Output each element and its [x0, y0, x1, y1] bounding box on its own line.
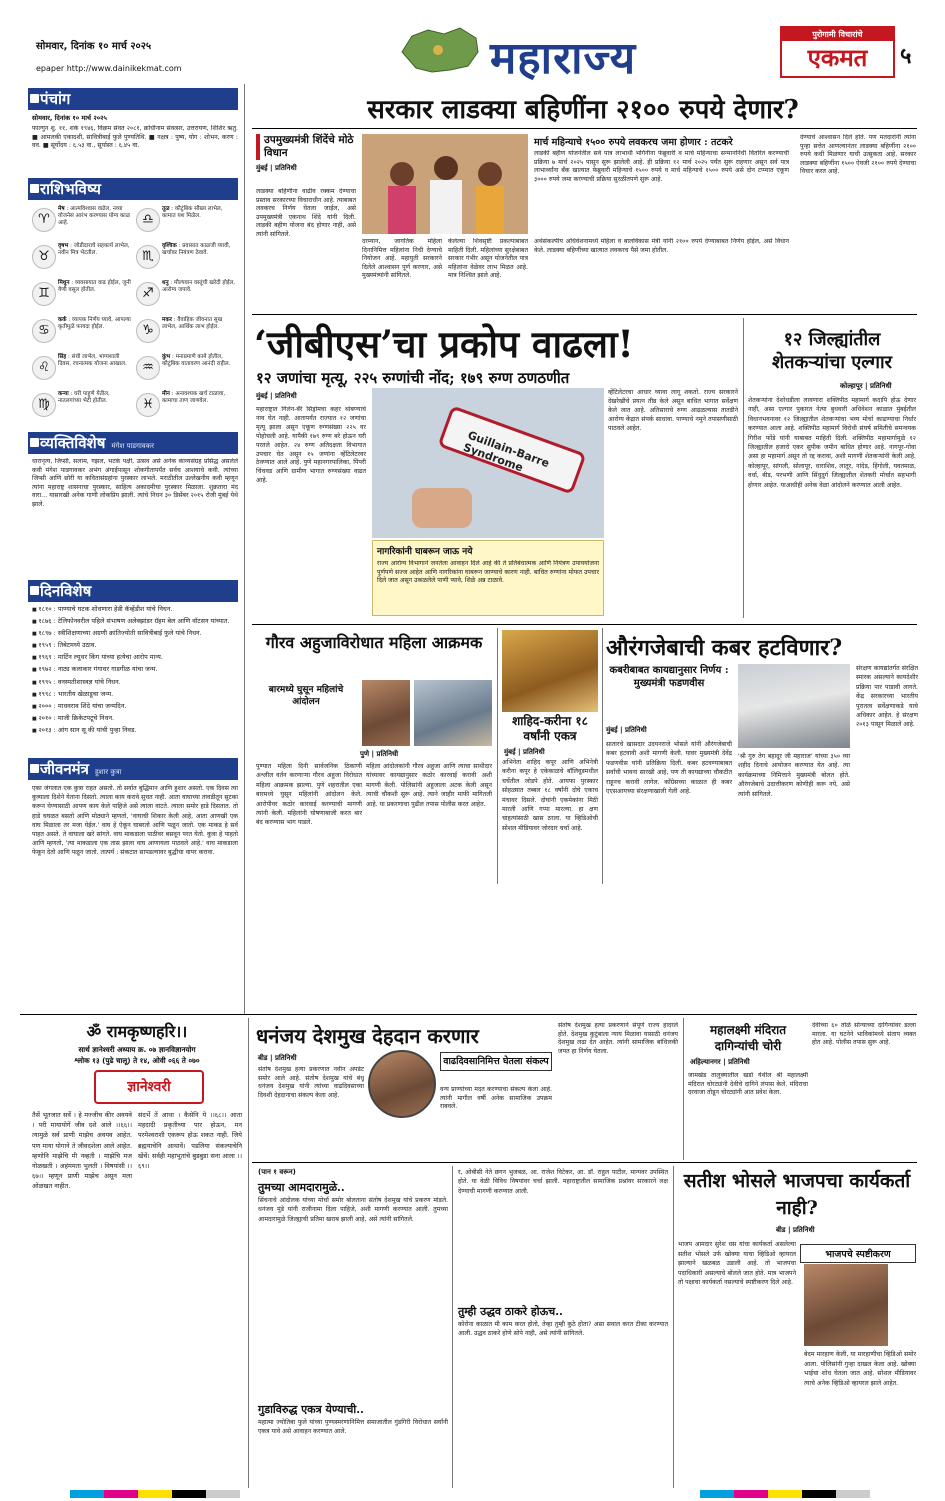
divider — [743, 318, 744, 618]
panchang-date: सोमवार, दिनांक १० मार्च २०२५ — [32, 114, 107, 122]
cancer-icon: ♋ — [32, 319, 56, 343]
gemini-icon: ♊ — [32, 282, 56, 306]
story1-byline: मुंबई | प्रतिनिधी — [256, 164, 297, 172]
color-bar — [700, 1490, 870, 1498]
divider — [20, 1014, 917, 1015]
date-line: सोमवार, दिनांक १० मार्च २०२५ — [36, 41, 152, 52]
divider — [252, 128, 917, 129]
section-title: महाराज्य — [490, 33, 637, 84]
list-item: ■ २०१३ : आंग सान सू की यांची पुन्हा निवड. — [32, 725, 238, 737]
story12-headline: सतीश भोसले भाजपचा कार्यकर्ता नाही? — [683, 1170, 911, 1219]
divider — [252, 314, 917, 315]
story11-text2: कोरोना काळात मी काम करत होतो, तेव्हा तुम्ही कुठे होता? असा सवाल करत टीका करण्यात आली. उद्धव ठाकरे होणे सोपे नाही, असे त्यांनी सांगितले. — [458, 1321, 668, 1338]
aquarius-icon: ♒ — [136, 356, 160, 380]
dinvishesh-header — [28, 580, 238, 602]
vyakti-text: धारानृत्य, जिप्सी, सलाम, गझल, भटके पक्षी, उत्सव असे अनेक काव्यसंग्रह प्रसिद्ध असलेले कवी मंगेश पाडगावकर अभंग अंगाईपासून शोकगीतापर्यंत सर्वच आशयाचे कवी. त्यांच्या जिप्सी आणि छोरी या कवितासंग्रहांना पुरस्कार लाभले. मराठीतील उल्लेखनीय कवी म्हणून त्यांना महाराष्ट्र शासनाचा पुरस्कार, साहित्य अकादमीचा पुरस्कार मिळाला. शुक्रतारा मंद वारा... यासारखी अनेक गाणी लोकप्रिय झाली. त्यांचे निधन ३० डिसेंबर २०१५ रोजी मुंबई येथे झाले. — [32, 458, 238, 508]
color-bar — [70, 1490, 240, 1498]
story1-column-1: लाडक्या बहिणींना वाढीव रक्कम देण्याचा प्रस्ताव सरकारच्या विचाराधीन आहे. त्याबाबत लवकरच निर्णय घेतला जाईल, असे उपमुख्यमंत्री एकनाथ शिंदे यांनी दिली. लाडकी बहीण योजना बंद होणार नाही, असे त्यांनी सांगितले. — [256, 188, 356, 238]
jeevan-title: जीवनमंत्र — [40, 760, 89, 778]
story11-text: र, ओबीसी नेते छगन भुजबळ, आ. राजेश विटेकर, आ. डॉ. राहुल पाटील, मान्यवर उपस्थित होते. या वेळी विविध विषयांवर चर्चा झाली. महाराष्ट्रातील सामाजिक प्रश्नांवर सरकारने लक्ष देण्याची मागणी करण्यात आली. — [458, 1169, 668, 1195]
shahid-kareena-photo — [502, 630, 598, 712]
leo-icon: ♌ — [32, 356, 56, 380]
list-item: ■ १९७२ : नाट्य कलाकार गंगाधर गाडगीळ यांचा जन्म. — [32, 664, 238, 676]
dnyaneshwari-brand: ज्ञानेश्वरी — [127, 1079, 171, 1095]
story1-column-3: केलेल्या शिवसृष्टी प्रकल्पाबाबत माहिती दिली. महिलांच्या सुरक्षेबाबत सरकार गंभीर असून योजनेतील पात्र महिलांना वेळेवर लाभ मिळत आहे. मात्र निश्चित झाले आहे. — [448, 238, 528, 280]
story9-column-2: देवीच्या ६० तोळे सोन्याच्या दागिन्यांवर डल्ला मारला. या घटनेने भाविकांमध्ये संताप व्यक्त होत आहे. पोलीस तपास सुरू आहे. — [812, 1022, 916, 1047]
divider — [452, 1166, 453, 1488]
rashi-item: ♌ सिंह : संधी लाभेल, भाग्यशाली दिवस, रचनात्मक योजना आखाल. — [30, 352, 134, 388]
story4-headline: गौरव अहुजाविरोधात महिला आक्रमक — [265, 633, 483, 652]
vyakti-header — [28, 432, 238, 454]
divider — [602, 628, 603, 884]
rashi-item: ♎ तूळ : कौटुंबिक सौख्य लाभेल, कामात यश मिळेल. — [134, 204, 238, 240]
story7-column-1: तैसें भूतजात सर्वे । हे मज्जीच कीर अवयवे । परी मायायोगें जीव दशे आले ।।६६।। त्यामुळे सर्व प्राणी माझेच अवयव आहेत. पण माया योगाने ते जीवदशेला आले आहेत. म्हणोनि माझेचि मी नव्हती । माझेचि मज नोळखती । अहंममता भुलती । विषयांसी ।।६७।। म्हणून प्राणी माझेच असून मला ओळखत नाहीत. — [32, 1111, 132, 1191]
dinvishesh-title: दिनविशेष — [40, 582, 92, 600]
gbs-caption-box — [372, 540, 604, 616]
rashi-grid — [30, 204, 238, 424]
list-item: ■ १९५९ : तिबेटमध्ये उठाव. — [32, 640, 238, 652]
panchang-title: पंचांग — [40, 90, 71, 108]
rashi-item: ♏ वृश्चिक : प्रवासात काळजी घ्यावी, खर्चावर नियंत्रण ठेवावे. — [134, 241, 238, 277]
rashi-item: ♉ वृषभ : जोडीदाराचे सहकार्य लाभेल, नवीन मित्र भेटतील. — [30, 241, 134, 277]
story7-column-2: संदर्भे तें आथा । कैसेनि ये ।।६८।। आता महदादी प्रकृतीच्या पार होऊन, मन परमेश्वराशी एकरूप होऊ शकत नाही. जिये ब्रह्मयाचेनि आथावें। पडलिया संकल्पाचेनि खेंचें। सर्वही महाभूतांचे बुडबुडा सना आला ।।६९।। — [138, 1111, 242, 1171]
rashi-item: ♍ कन्या : घरी पाहुणे येतील, नातलगांच्या भेटी होतील. — [30, 389, 134, 425]
taurus-icon: ♉ — [32, 245, 56, 269]
story10-jump: (पान १ वरून) — [258, 1168, 296, 1176]
pisces-icon: ♓ — [136, 393, 160, 417]
gbs-tube-label: Guillain-Barre Syndrome — [461, 428, 552, 475]
story9-byline: अहिल्यानगर | प्रतिनिधी — [690, 1058, 750, 1066]
story8-byline: बीड | प्रतिनिधी — [258, 1054, 297, 1062]
divider — [252, 624, 917, 625]
story5-byline: मुंबई | प्रतिनिधी — [504, 748, 545, 756]
story7-sub2: श्लोक १३ (पुढे चालू) ते १४, ओवी ०६६ ते ०७० — [74, 1056, 200, 1065]
story8-column-3: संतोष देशमुख हत्या प्रकरणाने संपूर्ण राज्य हादरले होते. देशमुख कुटुंबाला न्याय मिळावा यासाठी धनंजय देशमुख लढा देत आहेत. त्यांनी सामाजिक बांधिलकी जपत हा निर्णय घेतला. — [558, 1022, 678, 1055]
sidebar-divider — [244, 84, 245, 1014]
maharashtra-map-icon — [398, 22, 483, 77]
jeevan-author: हुशार कुत्रा — [94, 768, 122, 776]
capricorn-icon: ♑ — [136, 319, 160, 343]
story12-byline: बीड | प्रतिनिधी — [776, 1226, 815, 1234]
story10-headline2: गुडाविरुद्ध एकत्र येण्याची.. — [258, 1403, 364, 1416]
list-item: ■ १९९५ : वनस्पतीशास्त्रज्ञ यांचे निधन. — [32, 677, 238, 689]
story10-headline: तुमच्या आमदारामुळे.. — [258, 1181, 345, 1194]
story1-column-2: दरम्यान, जागतिक महिला दिनानिमित्त महिलांना निधी देण्याचे नियोजन आहे. महायुती सरकारने दिलेले आश्वासन पूर्ण करणार, असे मुख्यमंत्र्यांनी सांगितले. — [362, 238, 442, 280]
panchang-header — [28, 88, 238, 110]
story7-headline: ॐ रामकृष्णहरि।। — [86, 1022, 188, 1041]
story5-headline: शाहिद-करीना १८ वर्षांनी एकत्र — [512, 714, 588, 743]
jeevan-text: एका जंगलात एक कुत्रा राहत असतो. तो सर्वात बुद्धिमान आणि हुशार असतो. एक दिवस त्या कुत्र्याला दिशेने येताना दिसतो. त्याला काय करावे सुचत नाही. आता वाघाच्या तावडीतून सुटका करून घेण्यासाठी आपण काय केले पाहिजे असे त्याला वाटते. त्याला समोर हाडे दिसतात. तो हाडे चघळत बसतो आणि मोठ्याने म्हणतो, 'वाघाची शिकार केली आहे, आता आणखी एक वाघ मिळाला तर मजा येईल.' वाघ हे ऐकून घाबरतो आणि पळून जातो. एक माकड हे सर्व पाहत असते. ते वाघाला खरे सांगते. वाघ माकडाला पाठीवर बसवून परत येतो. कुत्रा हे पाहतो आणि म्हणतो, 'त्या माकडाला एक तास झाला वाघ आणायला पाठवले आहे.' वाघ माकडाला फेकून देतो आणि पळून जातो. तात्पर्य : संकटात सापडल्यावर बुद्धीचा वापर करावा. — [32, 785, 238, 857]
divider — [683, 1018, 684, 1160]
masthead — [0, 0, 945, 84]
story8-headline: धनंजय देशमुख देहदान करणार — [256, 1024, 479, 1048]
list-item: ■ १९६९ : मार्टिन ल्यूथर किंग यांच्या हत्येचा आरोप मान्य. — [32, 652, 238, 664]
protest-photo — [414, 680, 492, 746]
story7-sub: सार्थ ज्ञानेश्वरी अध्याय क्र. ०७ ज्ञानविज्ञानयोग — [78, 1045, 196, 1054]
satish-bhosale-photo — [804, 1264, 888, 1346]
story10-text: सिंचनाचे आंदोलक यांच्या मोर्चा समोर बोलताना संतोष देशमुख यांचे प्रकरण मांडले. धनंजय मुंडे यांनी राजीनामा दिला पाहिजे, अशी मागणी करण्यात आली. तुमच्या आमदारामुळे जिल्ह्याची प्रतिमा खराब झाली आहे, असे त्यांनी सांगितले. — [258, 1197, 448, 1223]
story6-byline: मुंबई | प्रतिनिधी — [606, 726, 647, 734]
story5-text: अभिनेता शाहिद कपूर आणि अभिनेत्री करीना कपूर हे एकेकाळचे बॉलिवूडमधील चर्चेतील जोडपे होते. आयफा पुरस्कार सोहळ्यात तब्बल १८ वर्षांनी दोघे एकाच मंचावर दिसले. दोघांनी एकमेकांना मिठी मारली आणि गप्पा मारल्या. हा क्षण चाहत्यांसाठी खास ठरला. या व्हिडिओची सोशल मीडियावर जोरदार चर्चा आहे. — [502, 759, 598, 832]
rashi-item: ♑ मकर : वैवाहिक जीवनात सुख लाभेल, आर्थिक लाभ होईल. — [134, 315, 238, 351]
story2-column-1: महाराष्ट्रात गिलेन-बॅरे सिंड्रोमचा कहर थांबण्याचे नाव घेत नाही. आतापर्यंत राज्यात १२ जणांचा मृत्यू झाला असून एकूण रुग्णसंख्या २२५ वर पोहोचली आहे. यापैकी १७९ रुग्ण बरे होऊन घरी परतले आहेत. २४ रुग्ण अतिदक्षता विभागात उपचार घेत असून १५ जणांना व्हेंटिलेटरवर ठेवण्यात आले आहे. पुणे महानगरपालिका, पिंपरी चिंचवड आणि ग्रामीण भागात रुग्णसंख्या वाढत आहे. — [256, 406, 366, 485]
epaper-link[interactable]: epaper http://www.dainikekmat.com — [36, 64, 182, 73]
story3-byline: कोल्हापूर | प्रतिनिधी — [840, 382, 892, 390]
story1-subtext: लाडकी बहीण योजनेतील सर्व पात्र लाभार्थी भगिनींना फेब्रुवारी व मार्च महिन्याचा सन्माननिधी वितरित करण्याची प्रक्रिया ७ मार्च २०२५ पासून सुरू झालेली आहे. ही प्रक्रिया १२ मार्च २०२५ पर्यंत सुरू राहणार असून सर्व पात्र लाभार्थ्यांना बँक खात्यात फेब्रुवारी महिन्याचे १५०० रुपये व मार्च महिन्याचे १५०० रुपये असे दोन टप्प्यात एकूण ३००० रुपये जमा करण्याची प्रक्रिया सुरळीतपणे सुरू आहे. — [534, 150, 789, 183]
rashi-item: ♒ कुंभ : मनाप्रमाणे कामे होतील, कौटुंबिक वातावरण आनंदी राहील. — [134, 352, 238, 388]
story1-headline: सरकार लाडक्या बहिणींना २१०० रुपये देणार? — [367, 95, 799, 125]
story4-column-1: पुण्यात महिला दिनी सार्वजनिक ठिकाणी अश्लील वर्तन करणाऱ्या गौरव अहुजा विरोधात महिला आक्रमक झाल्या. पुणे शहरातील एका बारमध्ये घुसून महिलांनी आंदोलन केले. आरोपीवर कठोर कारवाई करण्याची मागणी त्यांनी केली. महिलांनी घोषणाबाजी करत बार बंद करण्यास भाग पाडले. — [256, 763, 362, 827]
story6-headline: औरंगजेबाची कबर हटविणार? — [606, 635, 843, 661]
story8-column-1: संतोष देशमुख हत्या प्रकरणात नवीन अपडेट समोर आले आहे. संतोष देशमुख यांचे बंधू धनंजय देशमुख यांनी त्यांच्या वाढदिवसाच्या दिवशी देहदानाचा संकल्प केला आहे. — [258, 1066, 364, 1099]
list-item: ■ १८९७ : स्त्रीशिक्षणाच्या अग्रणी क्रांतिज्योती सावित्रीबाई फुले यांचे निधन. — [32, 628, 238, 640]
gaurav-ahuja-photo — [362, 680, 410, 746]
story6-column-2: 'श्री गुरु तेग बहादूर जी महाराज' यांच्या ३५० व्या शहीद दिनाचे आयोजन करण्यात येत आहे. त्या कार्यक्रमाच्या निमित्ताने मुख्यमंत्री बोलत होते. औरंगजेबाचे उदात्तीकरण कोणीही करू नये, असे त्यांनी सांगितले. — [738, 753, 850, 798]
aries-icon: ♈ — [32, 208, 56, 232]
gbs-caption-head: नागरिकांनी घाबरून जाऊ नये — [377, 547, 473, 557]
story2-subhead: १२ जणांचा मृत्यू, २२५ रुग्णांची नोंद; १७९ रुग्ण ठणठणीत — [256, 369, 570, 387]
rashi-item: ♋ कर्क : व्यापक निर्णय घ्यावे, आपल्या कृतीमुळे फायदा होईल. — [30, 315, 134, 351]
story11-headline: तुम्ही उद्धव ठाकरे होऊच.. — [458, 1305, 563, 1318]
story10-text2: महात्मा ज्योतिबा फुले यांच्या पुण्यस्मरणानिमित्त समाजातील गुंडगिरी विरोधात सर्वांनी एकत्र यावे असे आवाहन करण्यात आले. — [258, 1419, 448, 1436]
story1-column-5: देण्याचे आश्वासन दिले होते. पण मतदारांनी त्यांना पुन्हा सत्तेत आणल्यानंतर लाडक्या बहिणींना २१०० रुपये कधी मिळणार याची उत्सुकता आहे. सरकार लाडक्या बहिणींना १५०० ऐवजी २१०० रुपये देण्याचा विचार करत आहे. — [800, 134, 916, 176]
dhananjay-deshmukh-photo — [368, 1050, 436, 1118]
list-item: ■ २००० : माधवराव शिंदे यांचा जन्मदिन. — [32, 701, 238, 713]
rashi-item: ♓ मीन : अनावश्यक खर्च टाळावा, कामाचा ताण जाणवेल. — [134, 389, 238, 425]
rashi-header — [28, 178, 238, 200]
story4-kicker: बारमध्ये घुसून महिलांचे आंदोलन — [268, 685, 344, 707]
story4-byline: पुणे | प्रतिनिधी — [360, 750, 399, 758]
rashi-item: ♈ मेष : आत्मविश्वास वाढेल, नव्या योजनेस आरंभ करण्यास योग्य काळ आहे. — [30, 204, 134, 240]
vyakti-title: व्यक्तिविशेष — [40, 434, 106, 452]
sagittarius-icon: ♐ — [136, 282, 160, 306]
story2-column-2: व्हेंटिलेटरचा आधार घ्यावा लागू शकतो. राज्य सरकारने देखरेखीचे प्रयत्न तीव्र केले असून बाधित भागात सर्वेक्षण केले जात आहे. अतिसाराचे रुग्ण आढळल्यास तातडीने आरोग्य केंद्रात संपर्क साधावा. पाण्याचे नमुने तपासणीसाठी पाठवले आहेत. — [608, 389, 738, 432]
list-item: ■ १८७६ : टेलिफोनवरील पहिले संभाषण अलेक्झांडर ग्रॅहम बेल आणि वॉटसन यांच्यात. — [32, 616, 238, 628]
story1-column-4: अर्थसंकल्पीय अधिवेशनामध्ये महिला व बालविकास मंत्री यांनी २१०० रुपये देण्याबाबत निर्णय होईल, असे विधान केले. लाडक्या बहिणींच्या खात्यात लवकरच पैसे जमा होतील. — [534, 238, 789, 254]
brand-logo — [780, 26, 895, 78]
divider — [497, 628, 498, 884]
tomb-photo — [738, 664, 850, 748]
story3-text: शेतकऱ्यांना देशोधडीला लावणारा शक्तिपीठ महामार्ग कदापि होऊ देणार नाही, असा एल्गार पुकारत नेत्या बुधवारी अधिवेशन काळात मुंबईतील विधानभवनावर १२ जिल्ह्यातील शेतकऱ्यांचा भव्य मोर्चा काढण्याचा निर्धार करण्यात आला आहे. शक्तिपीठ महामार्ग विरोधी संघर्ष समितीचे समन्वयक गिरीश फोंडे यांनी याबाबत माहिती दिली. शक्तिपीठ महामार्गामुळे १२ जिल्ह्यातील हजारो एकर सुपीक जमीन बाधित होणार आहे. नागपूर-गोवा असा हा महामार्ग असून तो रद्द करावा, अशी मागणी शेतकऱ्यांनी केली आहे. कोल्हापूर, सांगली, सोलापूर, धाराशिव, लातूर, नांदेड, हिंगोली, यवतमाळ, वर्धा, बीड, परभणी आणि सिंधुदुर्ग जिल्ह्यातील शेतकरी मोर्चात सहभागी होणार आहेत. याआधीही अनेक वेळा आंदोलने करण्यात आली आहेत. — [748, 397, 916, 489]
list-item: ■ २०१० : माजी क्रिकेटपटूचे निधन. — [32, 713, 238, 725]
scorpio-icon: ♏ — [136, 245, 160, 269]
story4-column-2: महिला आंदोलकांनी गौरव अहुजा आणि त्याचा साथीदार यांच्यावर कायद्यानुसार कठोर कारवाई करावी अशी मागणी केली. पोलिसांनी अहुजाला अटक केली असून त्याची चौकशी सुरू आहे. त्याने जाहीर माफी मागितली आहे. या प्रकरणाचा पुढील तपास पोलीस करत आहेत. — [366, 763, 492, 808]
brand-name: एकमत — [807, 43, 868, 72]
divider — [252, 1162, 917, 1163]
story6-column-3: संरक्षण कायद्यांतर्गत संरक्षित स्मारक असल्याने कायदेशीर प्रक्रिया पार पाडावी लागते. केंद्र सरकारच्या भारतीय पुरातत्व सर्वेक्षणाकडे याचे अधिकार आहेत. हे संरक्षण २०१३ पासून मिळाले आहे. — [856, 665, 918, 729]
story12-column-2: बेदम मारहाण केली, या मारहाणीचा व्हिडिओ समोर आला. पोलिसांनी गुन्हा दाखल केला आहे. खोक्या भाईचा शोध घेतला जात आहे. सोशल मीडियावर त्याचे अनेक व्हिडिओ व्हायरल झाले आहेत. — [804, 1351, 916, 1387]
story3-headline: १२ जिल्ह्यांतील शेतकऱ्यांचा एल्गार — [771, 329, 893, 373]
list-item: ■ १९९८ : भारतीय खेळाडूचा जन्म. — [32, 689, 238, 701]
story1-subhead: मार्च महिन्याचे १५०० रुपये लवकरच जमा होणार : तटकरे — [534, 137, 733, 148]
rashi-item: ♊ मिथुन : व्यवसायात वाढ होईल, जुनी येणी वसूल होतील. — [30, 278, 134, 314]
page-number: ५ — [900, 44, 912, 69]
divider — [673, 1166, 674, 1488]
libra-icon: ♎ — [136, 208, 160, 232]
rashi-item: ♐ धनु : मौल्यवान वस्तूंची खरेदी होईल, आरोग्य जपावे. — [134, 278, 238, 314]
story2-byline: मुंबई | प्रतिनिधी — [256, 392, 297, 400]
story8-column-2: वन्य प्राण्यांच्या मदत करण्याचा संकल्प केला आहे. त्यांनी मागील वर्षी अनेक सामाजिक उपक्रम राबवले. — [440, 1086, 552, 1111]
panchang-text: फाल्गुन शु. ११, शके १९४६, विक्रम संवत २०८१, क्रोधीनाम संवत्सर, उत्तरायण, शिशिर ऋतु. ■ आमलकी एकादशी, सावित्रीबाई फुले पुण्यतिथि. ■ नक्षत्र : पुष्य, योग : शोभन, करण : वव. ■ सूर्योदय : ६.५३ वा., सूर्यास्त : ६.४५ वा. — [32, 125, 238, 150]
list-item: ■ १८१० : पाण्याचे घटक शोधणारा हेन्री कॅव्हेंडीश यांचे निधन. — [32, 604, 238, 616]
gbs-caption: राज्य आरोग्य विभागाने जनतेला आवाहन दिले आहे की ते प्रतिबंधात्मक आणि नियंत्रण उपाययोजना पूर्णपणे सज्ज आहेत आणि नागरिकांना घाबरून जाण्याचे कारण नाही. बाधित रुग्णांना मोफत उपचार दिले जात असून उकळलेले पाणी प्यावे, शिळे अन्न टाळावे. — [377, 560, 599, 585]
jeevan-header — [28, 758, 238, 780]
story8-kicker: वाढदिवसानिमित्त घेतला संकल्प — [440, 1052, 552, 1071]
rashi-title: राशिभविष्य — [40, 180, 101, 198]
story9-column-1: जामखेड तालुक्यातील खर्डा येथील श्री महालक्ष्मी मंदिरात चोरट्यांनी देवीचे दागिने लंपास केले. मंदिराचा दरवाजा तोडून चोरट्यांनी आत प्रवेश केला. — [688, 1072, 808, 1097]
story6-kicker: कबरीबाबत कायद्यानुसार निर्णय : मुख्यमंत्री फडणवीस — [609, 665, 729, 689]
gbs-photo — [372, 388, 604, 538]
story6-column-1: सातारचे खासदार उदयनराजे भोसले यांनी औरंगजेबाची कबर हटवावी अशी मागणी केली. यावर मुख्यमंत्री देवेंद्र फडणवीस यांनी प्रतिक्रिया दिली. कबर हटवण्याबाबत सर्वांची भावना सारखी आहे, पण ती कायद्याच्या चौकटीत राहूनच करावी लागेल. काँग्रेसच्या काळात ही कबर एएसआयच्या संरक्षणाखाली गेली आहे. — [606, 741, 732, 796]
story12-kicker: भाजपचे स्पष्टीकरण — [800, 1244, 916, 1263]
ladki-bahin-photo — [362, 134, 528, 234]
story1-kicker: उपमुख्यमंत्री शिंदेंचे मोठे विधान — [256, 134, 356, 160]
virgo-icon: ♍ — [32, 393, 56, 417]
dinvishesh-list — [32, 604, 238, 737]
dnyaneshwari-logo — [94, 1070, 204, 1104]
story9-headline: महालक्ष्मी मंदिरात दागिन्यांची चोरी — [709, 1023, 787, 1053]
story2-headline: ‘जीबीएस’चा प्रकोप वाढला! — [254, 322, 634, 366]
vyakti-author: मंगेश पाडगावकर — [111, 442, 154, 450]
divider — [248, 1018, 249, 1488]
brand-tagline: पुरोगामी विचारांचे — [782, 28, 893, 41]
story12-column-1: भाजप आमदार सुरेश धस यांचा कार्यकर्ता असलेल्या सतीश भोसले उर्फ खोक्या याचा व्हिडिओ व्हायरल झाल्याने खळबळ उडाली आहे. तो भाजपचा पदाधिकारी असल्याचे बोलले जात होते. मात्र भाजपने तो पक्षाचा कार्यकर्ता नसल्याचे स्पष्टीकरण दिले आहे. — [678, 1241, 796, 1287]
